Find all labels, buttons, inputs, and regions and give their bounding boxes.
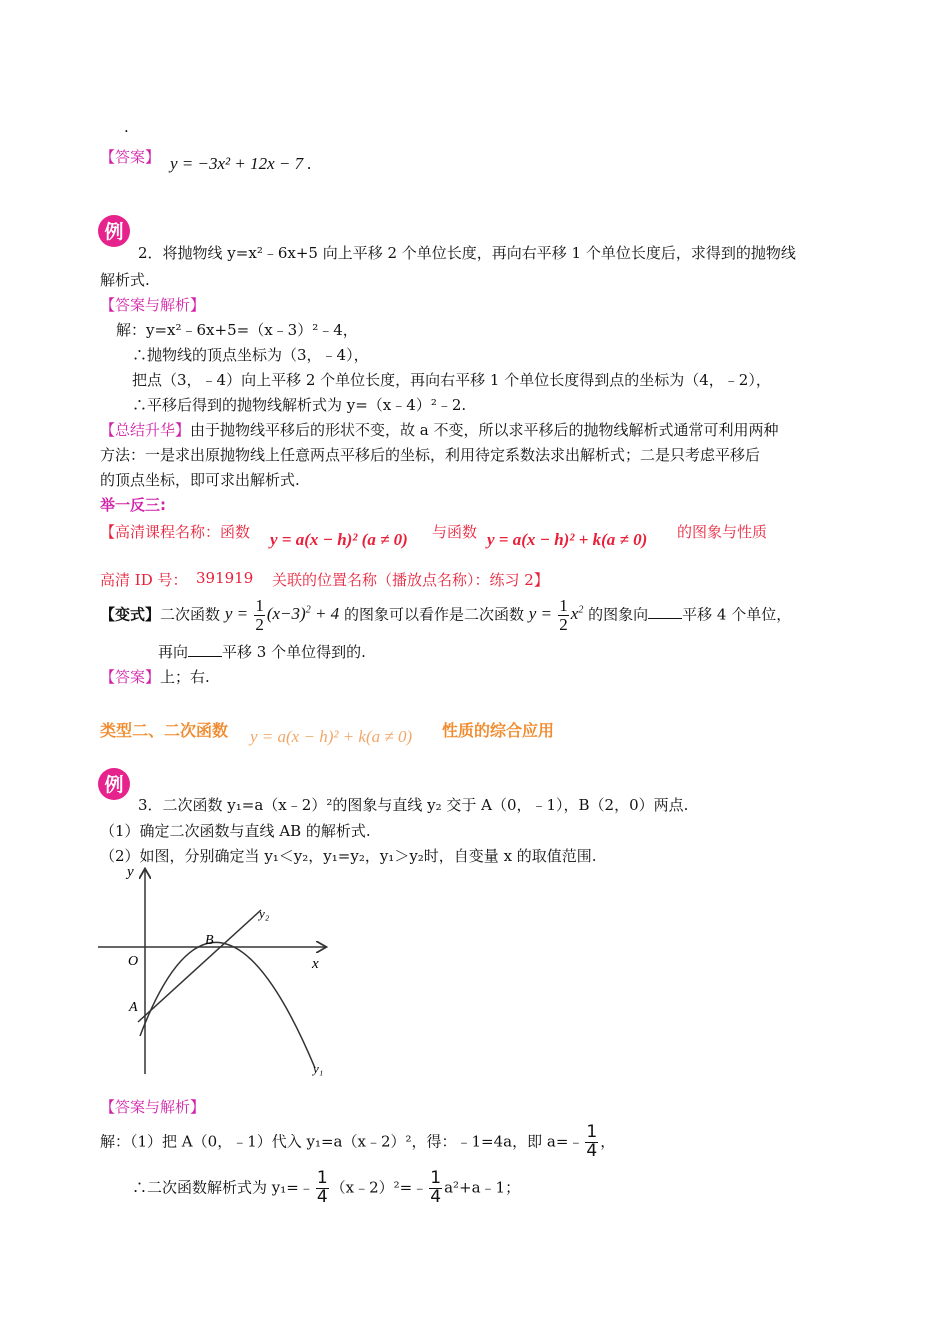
course-id-label: 高清 ID 号：	[100, 571, 188, 589]
ex2-sol3: 把点（3，﹣4）向上平移 2 个单位长度，再向右平移 1 个单位长度得到点的坐标为（4，﹣2），	[132, 371, 771, 389]
course-formula1: y = a(x − h)² (a ≠ 0)	[270, 530, 408, 549]
ex3-sol2-text: ∴二次函数解析式为 y₁=﹣	[132, 1178, 314, 1197]
frac-den: 4	[586, 1140, 598, 1161]
ex2-sol4: ∴平移后得到的抛物线解析式为 y=（x﹣4）²﹣2.	[132, 396, 467, 414]
variant-answer	[100, 666, 210, 687]
point-a-label: A	[129, 1000, 138, 1015]
top-dot: .	[124, 118, 129, 136]
ex3-line2: （1）确定二次函数与直线 AB 的解析式.	[100, 822, 371, 840]
course-formula2: y = a(x − h)² + k(a ≠ 0)	[487, 530, 648, 549]
ex3-sol1-text: 解：（1）把 A（0，﹣1）代入 y₁=a（x﹣2）²，得：﹣1=4a，即 a=﹣	[100, 1132, 584, 1151]
frac-den: 4	[430, 1186, 442, 1207]
variant-answer-text: 上；右.	[160, 668, 210, 686]
summary-line3: 的顶点坐标，即可求出解析式.	[100, 471, 300, 489]
variant-t2: 的图象可以看作是二次函数	[343, 605, 524, 624]
ex2-sol2: ∴抛物线的顶点坐标为（3，﹣4），	[132, 346, 369, 364]
variant-t3: 的图象向	[588, 605, 649, 624]
ex2-sol1: 解：y=x²﹣6x+5=（x﹣3）²﹣4，	[116, 321, 358, 339]
frac-den: 4	[316, 1186, 328, 1207]
y1-label: y₁	[313, 1061, 324, 1076]
y1-parabola	[140, 942, 315, 1068]
variant-t6: 平移 3 个单位得到的.	[222, 643, 366, 661]
course-prefix: 【高清课程名称：函数	[100, 523, 251, 541]
ex3-solution-label: 【答案与解析】	[100, 1098, 206, 1116]
origin-label: O	[128, 954, 139, 969]
ex3-line3: （2）如图，分别确定当 y₁＜y₂，y₁=y₂，y₁＞y₂时，自变量 x 的取值范围.	[100, 847, 597, 865]
frac-num: 1	[586, 1122, 598, 1142]
frac-num: 1	[316, 1168, 328, 1188]
summary-line2: 方法：一是求出原抛物线上任意两点平移后的坐标，利用待定系数法求出解析式；二是只考虑平移后	[100, 446, 761, 464]
frac-num: 1	[430, 1168, 442, 1188]
example-badge-icon	[97, 214, 131, 248]
frac-half-1: $\frac{1}{2}$	[255, 596, 264, 634]
summary-label: 【总结升华】	[100, 421, 191, 439]
variant-t5: 再向	[158, 643, 189, 661]
summary-line1: 由于抛物线平移后的形状不变，故 a 不变，所以求平移后的抛物线解析式通常可利用两种	[190, 421, 779, 439]
ex3-graph	[95, 860, 335, 1080]
svg-text:例: 例	[104, 221, 124, 243]
y2-line	[138, 910, 261, 1022]
variant-line2	[158, 641, 366, 662]
frac-quarter-2	[316, 1170, 329, 1207]
example-badge-icon	[97, 767, 131, 801]
variant-label: 【变式】	[100, 605, 161, 624]
type2-prefix: 类型二、二次函数	[100, 721, 229, 740]
ex3-sol2	[132, 1170, 520, 1207]
point-b-label: B	[205, 933, 214, 948]
variant-t1: 二次函数	[160, 605, 221, 624]
type2-suffix: 性质的综合应用	[442, 721, 555, 740]
variant-formula1: y = $\frac{1}{2}$ $(x-3)^2 + 4$	[224, 596, 340, 634]
answer-label: 【答案】	[100, 148, 161, 166]
frac-quarter-3	[429, 1170, 442, 1207]
ex3-sol2-mid: （x﹣2）²=﹣	[330, 1178, 428, 1197]
y-axis-label: y	[127, 864, 134, 880]
ex2-line2: 解析式.	[100, 271, 150, 289]
y2-label: y₂	[259, 906, 270, 921]
type2-formula: y = a(x − h)² + k(a ≠ 0)	[250, 727, 413, 746]
ex2-summary	[100, 419, 779, 440]
variant-t4: 平移 4 个单位，	[682, 605, 792, 624]
ex2-line1: 2．将抛物线 y=x²﹣6x+5 向上平移 2 个单位长度，再向右平移 1 个单位长度后，求得到的抛物线	[138, 244, 796, 262]
x-axis-label: x	[312, 956, 319, 972]
variant-formula2: y = $\frac{1}{2}$ $x^2$	[528, 596, 584, 634]
frac-half-2: $\frac{1}{2}$	[559, 596, 568, 634]
frac-quarter-1	[585, 1124, 598, 1161]
variant-line	[100, 597, 791, 634]
ex3-sol2-end: a²+a﹣1；	[444, 1178, 521, 1197]
ex3-line1: 3．二次函数 y₁=a（x﹣2）²的图象与直线 y₂ 交于 A（0，﹣1），B（2，0）两点.	[138, 796, 689, 814]
blank-2[interactable]	[188, 644, 222, 657]
course-suffix: 的图象与性质	[677, 523, 768, 541]
course-link: 关联的位置名称（播放点名称）：练习 2】	[272, 571, 549, 589]
juyi-heading: 举一反三:	[100, 496, 166, 514]
course-id-value: 391919	[196, 569, 254, 587]
ex3-sol1	[100, 1124, 615, 1161]
answer-formula: y = −3x² + 12x − 7 .	[170, 154, 312, 173]
variant-answer-label: 【答案】	[100, 668, 161, 686]
course-mid: 与函数	[432, 523, 478, 541]
ex3-sol1-end: ，	[600, 1132, 616, 1151]
blank-1[interactable]	[648, 606, 682, 619]
ex2-solution-label: 【答案与解析】	[100, 296, 206, 314]
svg-text:例: 例	[104, 774, 124, 796]
